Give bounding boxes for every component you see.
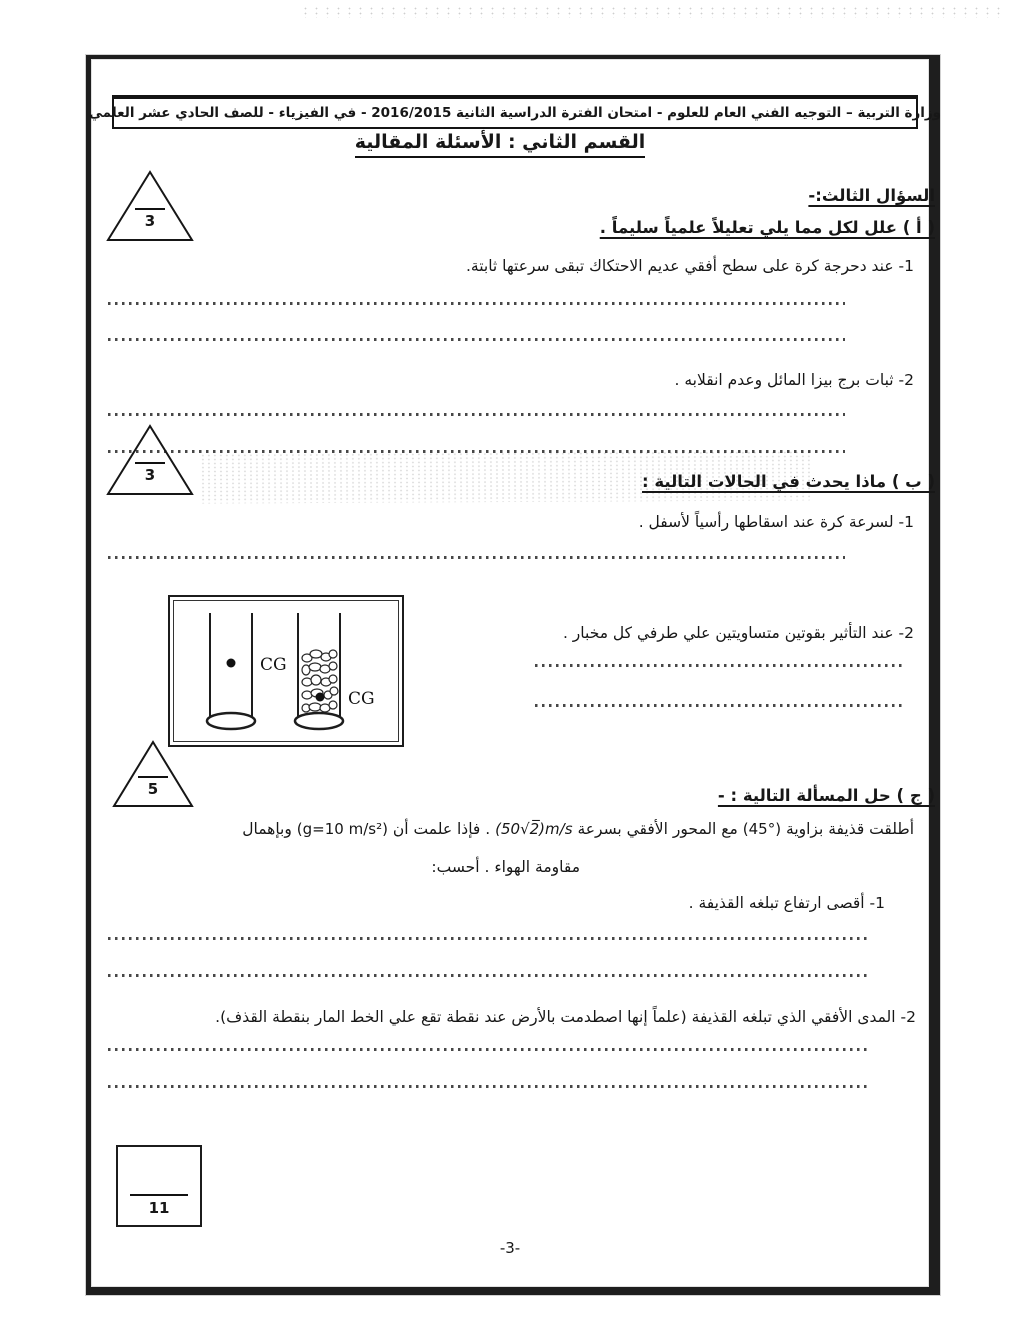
section-title: القسم الثاني : الأسئلة المقالية xyxy=(355,131,646,158)
triangle-icon xyxy=(104,168,196,244)
gravity-value: (g=10 m/s²) xyxy=(296,820,388,838)
answer-line xyxy=(108,1048,868,1051)
part-c-problem-line1 xyxy=(242,820,914,839)
section-title-row xyxy=(0,131,1020,158)
marks-triangle-part-c xyxy=(110,738,196,810)
part-b-item-2: 2- عند التأثير بقوتين متساويتين علي طرفي كل مخبار . xyxy=(562,624,914,642)
part-c-problem-line2: مقاومة الهواء . أحسب: xyxy=(431,858,580,876)
answer-line xyxy=(535,704,903,707)
problem-text-3: . فإذا علمت أن xyxy=(392,820,491,838)
part-a-item-2: 2- ثبات برج بيزا المائل وعدم انقلابه . xyxy=(674,371,914,389)
answer-line xyxy=(108,556,845,559)
test-tubes-diagram xyxy=(174,601,398,741)
answer-line xyxy=(108,450,845,453)
problem-text-2: مع المحور الأفقي بسرعة xyxy=(577,820,738,838)
triangle-icon xyxy=(110,738,196,810)
exam-header-text: وزارة التربية – التوجيه الفني العام للعلوم - امتحان الفترة الدراسية الثانية 2016/2015 - في الفيزياء - للصف الحادي عشر العلمي xyxy=(88,105,942,121)
total-marks-box xyxy=(116,1145,202,1227)
marks-fraction-bar xyxy=(135,208,165,210)
part-c-item-2: 2- المدى الأفقي الذي تبلغه القذيفة (علماً إنها اصطدمت بالأرض عند نقطة تقع علي الخط المار بنقطة القذف). xyxy=(215,1008,916,1026)
cg-label-left: CG xyxy=(260,655,287,675)
marks-fraction-bar xyxy=(130,1194,188,1196)
figure-test-tubes xyxy=(168,595,404,747)
part-b-heading: ( ب ) ماذا يحدث في الحالات التالية : xyxy=(642,472,935,491)
question3-title: السؤال الثالث:- xyxy=(808,186,935,205)
answer-line xyxy=(108,974,868,977)
answer-line xyxy=(535,664,903,667)
marks-triangle-part-a xyxy=(104,168,196,244)
part-c-heading: ( ج ) حل المسألة التالية : - xyxy=(717,786,935,805)
answer-line xyxy=(108,338,845,341)
marks-value: 5 xyxy=(147,780,159,798)
stones xyxy=(302,650,338,712)
answer-line xyxy=(108,1085,868,1088)
problem-text-1: أطلقت قذيفة بزاوية xyxy=(786,820,914,838)
speed-value: (50√2̅)m/s xyxy=(495,820,573,838)
marks-value: 3 xyxy=(144,212,156,230)
cg-dot-right xyxy=(316,693,325,702)
answer-line xyxy=(108,302,845,305)
part-a-item-1: 1- عند دحرجة كرة على سطح أفقي عديم الاحتكاك تبقى سرعتها ثابتة. xyxy=(465,257,914,275)
test-tube-empty xyxy=(207,613,287,729)
part-c-item-1: 1- أقصى ارتفاع تبلغه القذيفة . xyxy=(688,894,885,912)
marks-fraction-bar xyxy=(135,462,165,464)
exam-header-bar xyxy=(88,95,942,129)
answer-line xyxy=(108,937,868,940)
marks-triangle-part-b xyxy=(104,422,196,498)
triangle-icon xyxy=(104,422,196,498)
cg-label-right: CG xyxy=(348,689,375,709)
figure-inner-frame xyxy=(173,600,399,742)
test-tube-with-stones xyxy=(295,613,375,729)
page-number: -3- xyxy=(499,1239,521,1257)
marks-value: 3 xyxy=(144,466,156,484)
total-marks-value: 11 xyxy=(148,1199,170,1217)
answer-line xyxy=(108,413,845,416)
marks-fraction-bar xyxy=(138,776,168,778)
problem-text-4: وبإهمال xyxy=(242,820,292,838)
part-b-item-1: 1- لسرعة كرة عند اسقاطها رأسياً لأسفل . xyxy=(638,513,914,531)
scan-noise-top xyxy=(300,6,1000,18)
cg-dot-left xyxy=(227,659,236,668)
part-a-heading: ( أ ) علل لكل مما يلي تعليلاً علمياً سليماً . xyxy=(599,218,935,237)
angle-value: (45°) xyxy=(742,820,782,838)
